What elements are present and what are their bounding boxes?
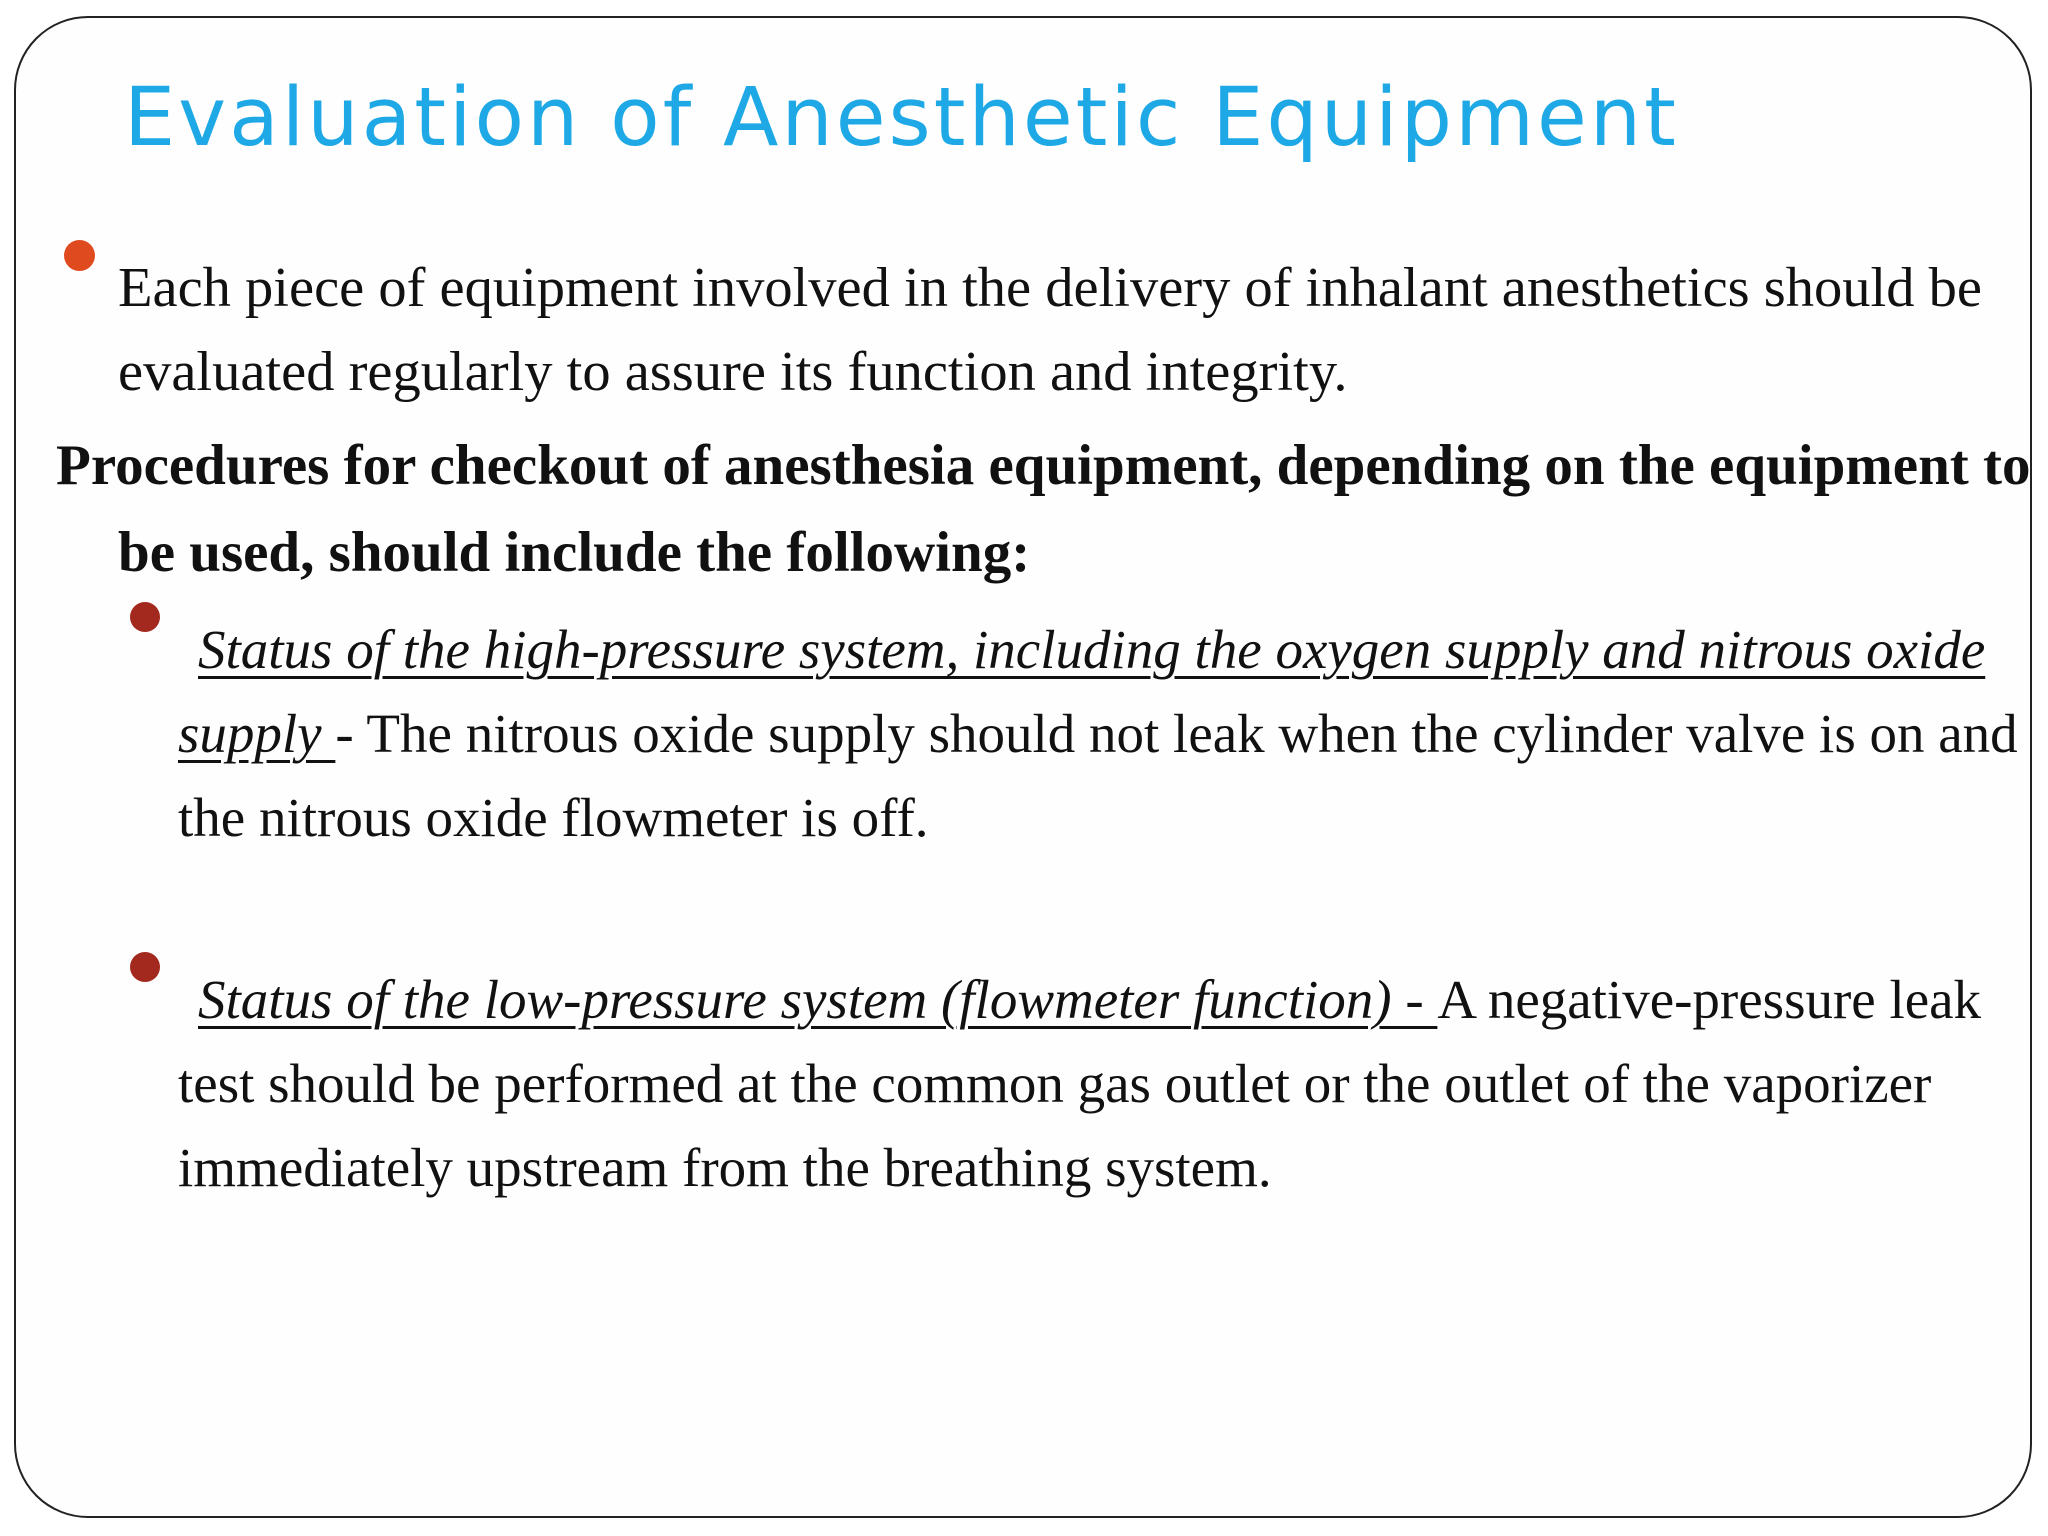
bullet-dot-icon	[130, 952, 160, 982]
intro-bullet-text: Each piece of equipment involved in the delivery of inhalant anesthetics should be evaluated regularly to assure its function and integrity.	[118, 257, 1982, 403]
bullet-dot-icon	[130, 602, 160, 632]
low-pressure-text: A negative-pressure leak test should be performed at the common gas outlet or the outlet of the vaporizer immediately upstream from the breathing system.	[178, 969, 1982, 1198]
slide-title: Evaluation of Anesthetic Equipment	[124, 71, 1679, 165]
high-pressure-lead-in: Status of the high-pressure system, including the oxygen supply and nitrous oxide supply	[178, 619, 1986, 764]
slide-frame	[14, 16, 2032, 1518]
bullet-dot-icon	[64, 240, 95, 271]
high-pressure-item	[178, 608, 2018, 860]
high-pressure-text: - The nitrous oxide supply should not leak when the cylinder valve is on and the nitrous oxide flowmeter is off.	[178, 703, 2018, 848]
low-pressure-item	[178, 958, 2018, 1210]
procedures-heading: Procedures for checkout of anesthesia equipment, depending on the equipment to be used, should include the following:	[56, 434, 2031, 584]
low-pressure-lead-in: Status of the low-pressure system (flowmeter function) -	[198, 969, 1438, 1030]
